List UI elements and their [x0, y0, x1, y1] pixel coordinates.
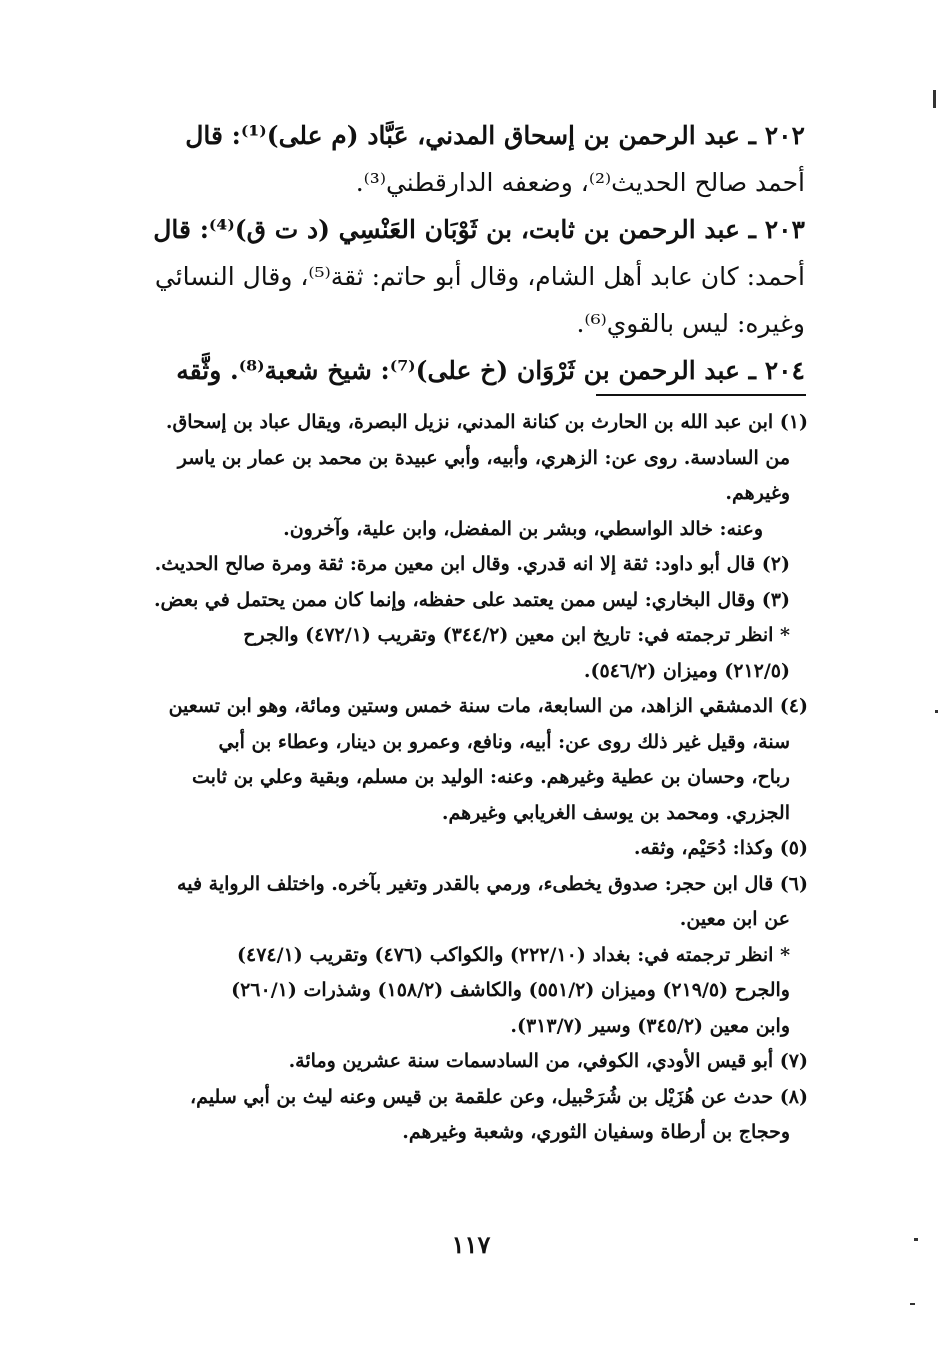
footnote-3-sources-line-2: (٢١٢/٥) وميزان (٥٤٦/٢).	[583, 659, 790, 682]
footnote-8-line-1: (٨) حدث عن هُزَيْل بن شُرَحْبيل، وعن علقمة بن قيس وعنه ليث بن أبي سليم،	[190, 1085, 808, 1108]
footnote-separator-rule	[596, 394, 806, 396]
footnote-1-line-1: (١) ابن عبد الله بن الحارث بن كنانة المدني، نزيل البصرة، ويقال عباد بن إسحاق.	[165, 411, 808, 433]
footnote-6-sources-line-1: * انظر ترجمته في: بغداد (٢٢٢/١٠) والكواكب (٤٧٦) وتقريب (٤٧٤/١)	[237, 943, 790, 966]
entry-202-line-2: أحمد صالح الحديث⁽²⁾، وضعفه الدارقطني⁽³⁾.	[355, 168, 805, 197]
footnote-1-line-2: من السادسة. روى عن: الزهري، وأبيه، وأبي عبيدة بن محمد بن عمار بن ياسر	[177, 446, 790, 469]
footnote-6-line-1: (٦) قال ابن حجر: صدوق يخطىء، ورمي بالقدر وتغير بآخره. واختلف الرواية فيه	[177, 872, 808, 895]
footnote-4-line-4: الجزري. ومحمد بن يوسف الغريابي وغيرهم.	[441, 801, 790, 824]
footnote-1-line-3: وغيرهم.	[725, 482, 790, 504]
main-text-block	[100, 112, 805, 394]
footnote-4-line-2: سنة، وقيل غير ذلك روى عن: أبيه، ونافع، وعمرو بن دينار، وعطاء بن أبي	[218, 730, 790, 753]
scan-speck	[914, 1238, 918, 1241]
scan-speck	[935, 710, 938, 713]
footnote-4-line-1: (٤) الدمشقي الزاهد، من السابعة، مات سنة خمس وستين ومائة، وهو ابن تسعين	[168, 695, 808, 717]
footnote-6-sources-line-3: وابن معين (٣٤٥/٢) وسير (٣١٣/٧).	[510, 1014, 790, 1037]
footnotes-block	[100, 405, 808, 1151]
entry-203-line-3: وغيره: ليس بالقوي⁽⁶⁾.	[576, 309, 805, 338]
scan-speck	[910, 1303, 915, 1305]
footnote-7: (٧) أبو قيس الأودي، الكوفي، من السادسمات سنة عشرين ومائة.	[288, 1050, 808, 1072]
scan-speck	[933, 90, 936, 108]
page-number: ١١٧	[451, 1230, 491, 1259]
footnote-8-line-2: وحجاج بن أرطاة وسفيان الثوري، وشعبة وغيرهم.	[402, 1121, 790, 1143]
entry-203-line-2: أحمد: كان عابد أهل الشام، وقال أبو حاتم: ثقة⁽⁵⁾، وقال النسائي	[154, 262, 805, 291]
entry-203-line-1: ٢٠٣ ـ عبد الرحمن بن ثابت، بن ثَوْبَان العَنْسِي (د ت ق)⁽⁴⁾: قال	[153, 215, 805, 244]
entry-204-line-1: ٢٠٤ ـ عبد الرحمن بن ثَرْوَان (خ على)⁽⁷⁾: شيخ شعبة⁽⁸⁾. وثَّقه	[176, 356, 805, 385]
footnote-3-sources-line-1: * انظر ترجمته في: تاريخ ابن معين (٣٤٤/٢) وتقريب (٤٧٢/١) والجرح	[243, 624, 790, 646]
footnote-6-line-2: عن ابن معين.	[679, 908, 790, 930]
footnote-3: (٣) وقال البخاري: ليس ممن يعتمد على حفظه، وإنما كان ممن يحتمل في بعض.	[153, 588, 790, 611]
footnote-6-sources-line-2: والجرح (٢١٩/٥) وميزان (٥٥١/٢) والكاشف (١٥٨/٢) وشذرات (٢٦٠/١)	[231, 979, 790, 1001]
footnote-2: (٢) قال أبو داود: ثقة إلا انه قدري. وقال ابن معين مرة: ثقة ومرة صالح الحديث.	[154, 553, 790, 575]
footnote-4-line-3: رباح، وحسان بن عطية وغيرهم. وعنه: الوليد بن مسلم، وبقية وعلي بن ثابت	[191, 766, 790, 788]
footnote-1-line-4: وعنه: خالد الواسطي، وبشر بن المفضل، وابن علية، وآخرون.	[283, 517, 763, 540]
entry-202-line-1: ٢٠٢ ـ عبد الرحمن بن إسحاق المدني، عَبَّاد (م على)⁽¹⁾: قال	[185, 121, 805, 150]
footnote-5: (٥) وكذا: دُحَيْم، وثقه.	[633, 837, 808, 859]
